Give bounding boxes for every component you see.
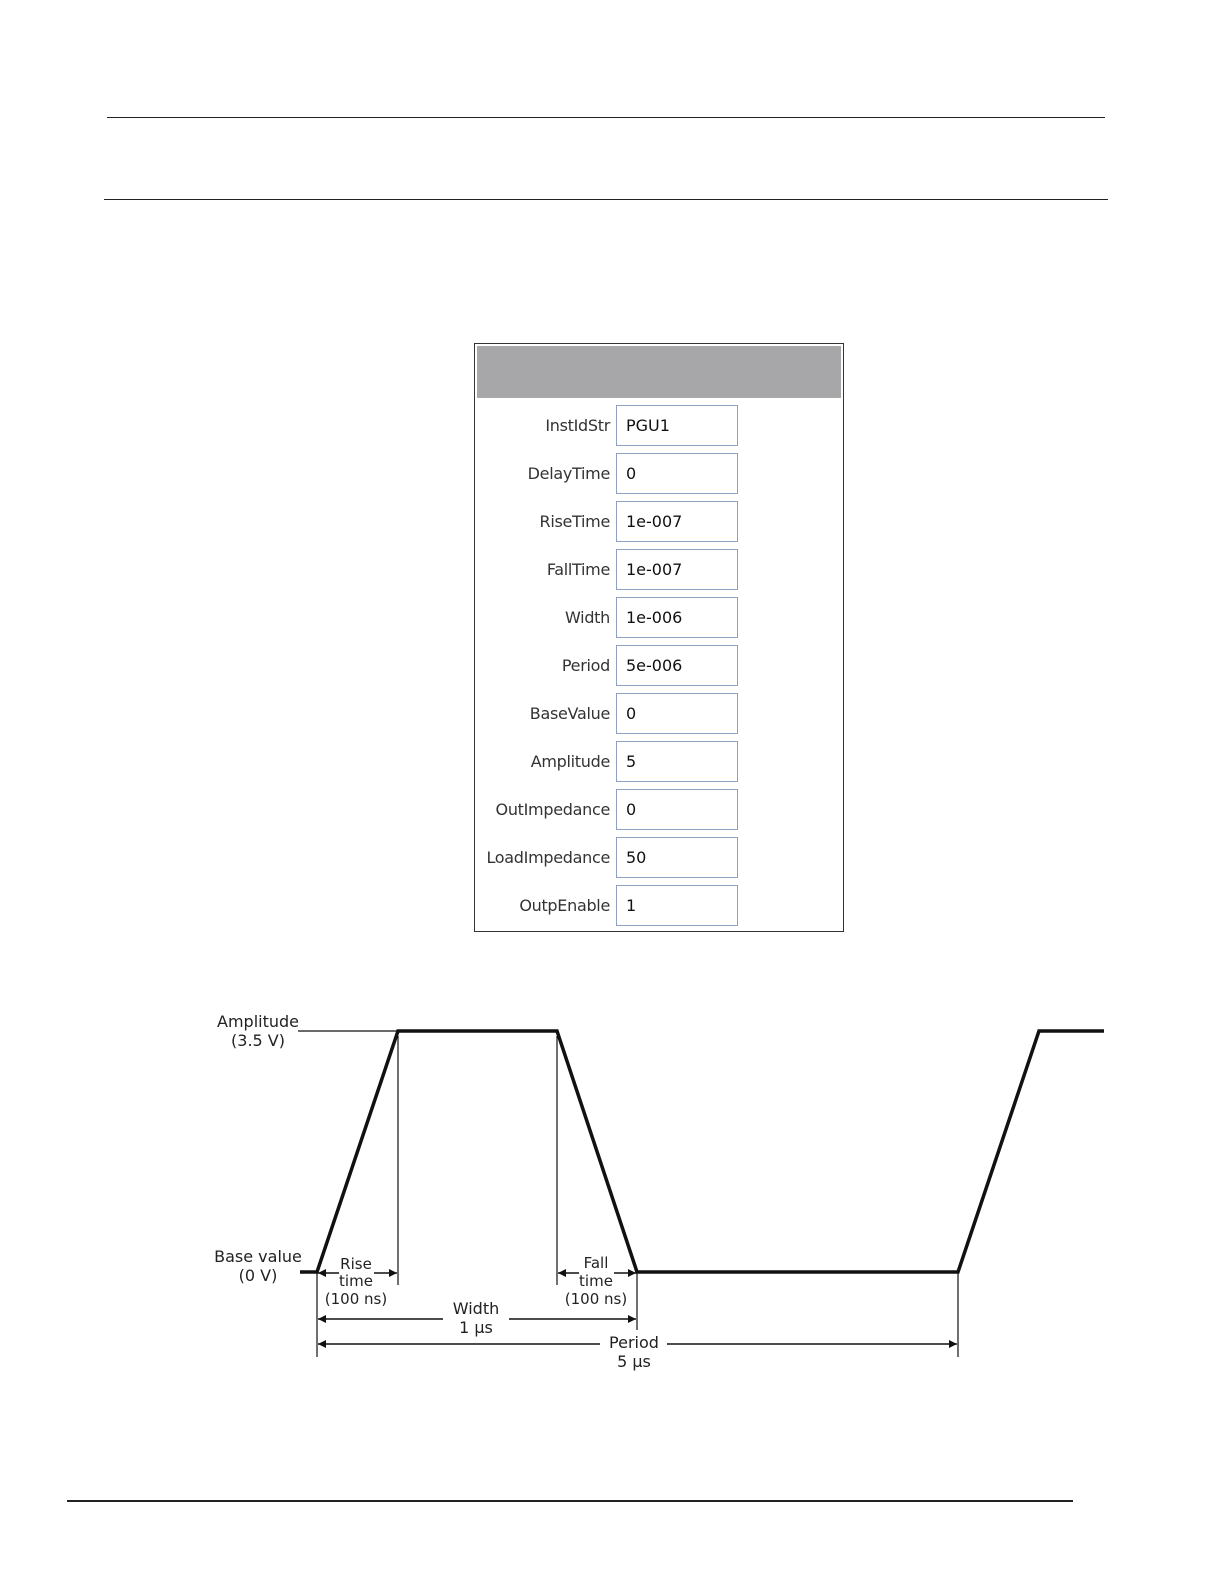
param-row-amplitude	[475, 741, 843, 782]
amplitude-input[interactable]	[616, 741, 738, 782]
period-label: Period	[609, 1333, 659, 1352]
pgu-parameter-panel	[474, 343, 844, 932]
outpenable-input[interactable]	[616, 885, 738, 926]
basevalue-input[interactable]	[616, 693, 738, 734]
param-row-basevalue	[475, 693, 843, 734]
param-row-falltime	[475, 549, 843, 590]
param-label-outpenable: OutpEnable	[519, 896, 610, 915]
amplitude-value: (3.5 V)	[231, 1031, 285, 1050]
amplitude-label: Amplitude	[217, 1012, 299, 1031]
param-row-risetime	[475, 501, 843, 542]
param-label-outimpedance: OutImpedance	[495, 800, 610, 819]
param-row-delaytime	[475, 453, 843, 494]
base-value-label: Base value	[214, 1247, 302, 1266]
rise-time-label-line1: Rise	[340, 1255, 372, 1273]
instidstr-input[interactable]	[616, 405, 738, 446]
pulse-waveform-line	[300, 1031, 1104, 1272]
param-row-instidstr	[475, 405, 843, 446]
param-row-width	[475, 597, 843, 638]
param-label-instidstr: InstIdStr	[545, 416, 610, 435]
panel-header	[477, 346, 841, 398]
param-row-outimpedance	[475, 789, 843, 830]
width-label: Width	[452, 1299, 500, 1318]
footer-rule	[67, 1500, 1073, 1502]
param-label-falltime: FallTime	[546, 560, 610, 579]
risetime-input[interactable]	[616, 501, 738, 542]
param-label-basevalue: BaseValue	[529, 704, 610, 723]
fall-time-value: (100 ns)	[564, 1290, 628, 1308]
loadimpedance-input[interactable]	[616, 837, 738, 878]
fall-time-label-line1: Fall	[583, 1254, 609, 1272]
delaytime-input[interactable]	[616, 453, 738, 494]
param-label-loadimpedance: LoadImpedance	[486, 848, 610, 867]
param-label-delaytime: DelayTime	[527, 464, 610, 483]
rise-time-value: (100 ns)	[324, 1290, 388, 1308]
width-input[interactable]	[616, 597, 738, 638]
param-label-risetime: RiseTime	[539, 512, 610, 531]
base-value-value: (0 V)	[238, 1266, 278, 1285]
falltime-input[interactable]	[616, 549, 738, 590]
header-rule-top	[107, 117, 1105, 118]
header-rule-bottom	[104, 199, 1108, 200]
outimpedance-input[interactable]	[616, 789, 738, 830]
param-row-outpenable	[475, 885, 843, 926]
width-value: 1 µs	[459, 1318, 493, 1337]
param-row-period	[475, 645, 843, 686]
period-value: 5 µs	[617, 1352, 651, 1371]
fall-time-label-line2: time	[579, 1272, 613, 1290]
period-input[interactable]	[616, 645, 738, 686]
pulse-waveform-diagram	[0, 990, 1224, 1390]
param-label-period: Period	[561, 656, 610, 675]
param-label-amplitude: Amplitude	[530, 752, 610, 771]
param-label-width: Width	[565, 608, 610, 627]
rise-time-label-line2: time	[339, 1272, 373, 1290]
param-row-loadimpedance	[475, 837, 843, 878]
